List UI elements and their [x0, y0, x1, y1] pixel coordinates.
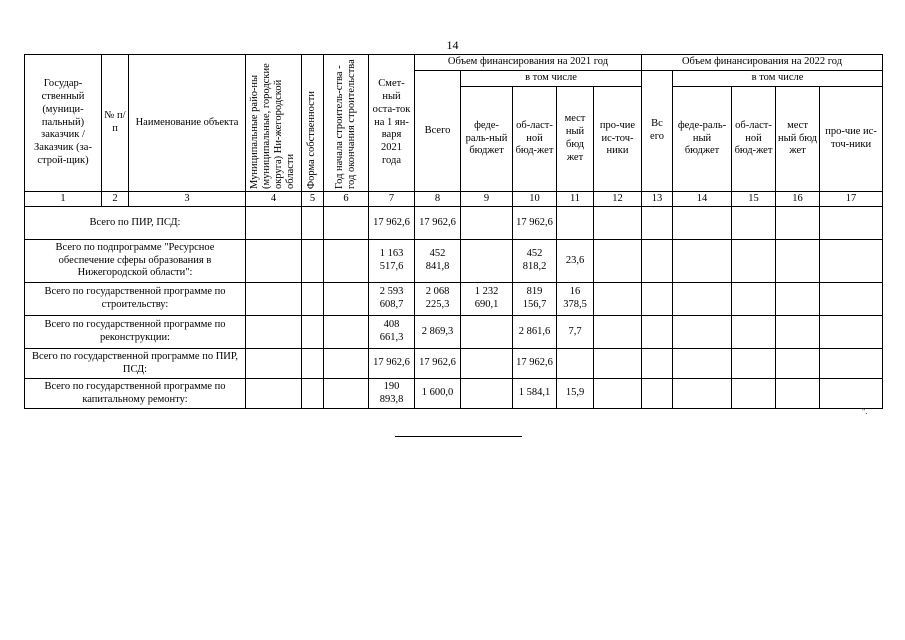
- cell-federal-2021: [461, 349, 513, 379]
- header-estimate: Смет-ный оста-ток на 1 ян-варя 2021 года: [369, 55, 415, 192]
- header-including-2021: в том числе: [461, 71, 642, 87]
- row-label: Всего по государственной программе по капитальному ремонту:: [25, 379, 246, 409]
- cell-regional-2021: 1 584,1: [513, 379, 557, 409]
- cell-federal-2021: [461, 240, 513, 283]
- column-number: 3: [129, 192, 246, 207]
- header-customer: Государ-ственный (муници-пальный) заказчик / Заказчик (за-строй-щик): [25, 55, 102, 192]
- cell-local-2021: 16 378,5: [557, 283, 594, 316]
- header-ownership: [302, 55, 324, 192]
- header-ownership-text: Форма собственности: [306, 90, 318, 189]
- header-local-2022: мест ный бюд жет: [776, 87, 820, 192]
- cell-local-2021: [557, 349, 594, 379]
- cell-total-2021: 17 962,6: [415, 349, 461, 379]
- column-numbers-row: [25, 192, 883, 207]
- cell-total-2021: 2 068 225,3: [415, 283, 461, 316]
- cell-estimate: 190 893,8: [369, 379, 415, 409]
- financing-table: [24, 54, 883, 409]
- cell-estimate: 17 962,6: [369, 349, 415, 379]
- header-num: № п/п: [102, 55, 129, 192]
- row-label: Всего по государственной программе по строительству:: [25, 283, 246, 316]
- header-regional-2021: об-ласт-ной бюд-жет: [513, 87, 557, 192]
- column-number: 12: [594, 192, 642, 207]
- cell-estimate: 17 962,6: [369, 207, 415, 240]
- cell-federal-2021: 1 232 690,1: [461, 283, 513, 316]
- header-municipal-text: Муниципальные райо-ны (муниципальные, городские округа) Ни-жегородской области: [249, 63, 297, 189]
- closing-quote-mark: ".: [862, 407, 868, 416]
- column-number: 8: [415, 192, 461, 207]
- header-name: Наименование объекта: [129, 55, 246, 192]
- column-number: 10: [513, 192, 557, 207]
- column-number: 15: [732, 192, 776, 207]
- cell-regional-2021: 2 861,6: [513, 316, 557, 349]
- header-other-2021: про-чие ис-точ-ники: [594, 87, 642, 192]
- row-label: Всего по государственной программе по реконструкции:: [25, 316, 246, 349]
- cell-regional-2021: 17 962,6: [513, 349, 557, 379]
- column-number: 6: [324, 192, 369, 207]
- cell-estimate: 408 661,3: [369, 316, 415, 349]
- header-years: [324, 55, 369, 192]
- table-row: [25, 349, 883, 379]
- table-row: [25, 283, 883, 316]
- column-number: 11: [557, 192, 594, 207]
- cell-local-2021: 7,7: [557, 316, 594, 349]
- cell-federal-2021: [461, 207, 513, 240]
- table-row: [25, 379, 883, 409]
- column-number: 13: [642, 192, 673, 207]
- table-row: [25, 207, 883, 240]
- header-including-2022: в том числе: [673, 71, 883, 87]
- column-number: 17: [820, 192, 883, 207]
- header-local-2021: мест ный бюд жет: [557, 87, 594, 192]
- column-number: 2: [102, 192, 129, 207]
- column-number: 1: [25, 192, 102, 207]
- header-federal-2022: феде-раль-ный бюджет: [673, 87, 732, 192]
- column-number: 5: [302, 192, 324, 207]
- cell-estimate: 2 593 608,7: [369, 283, 415, 316]
- column-number: 7: [369, 192, 415, 207]
- header-years-text: Год начала строитель-ства - год окончания строительства: [333, 59, 357, 189]
- header-total-2022: Вс его: [642, 71, 673, 192]
- table-row: [25, 316, 883, 349]
- column-number: 9: [461, 192, 513, 207]
- header-municipal: [246, 55, 302, 192]
- header-regional-2022: об-ласт-ной бюд-жет: [732, 87, 776, 192]
- cell-local-2021: [557, 207, 594, 240]
- cell-local-2021: 23,6: [557, 240, 594, 283]
- page-number: 14: [446, 38, 459, 52]
- header-total-2021: Всего: [415, 71, 461, 192]
- row-label: Всего по подпрограмме "Ресурсное обеспечение сферы образования в Нижегородской области":: [25, 240, 246, 283]
- row-label: Всего по ПИР, ПСД:: [25, 207, 246, 240]
- header-fin-2021: Объем финансирования на 2021 год: [415, 55, 642, 71]
- cell-regional-2021: 452 818,2: [513, 240, 557, 283]
- cell-total-2021: 452 841,8: [415, 240, 461, 283]
- cell-regional-2021: 17 962,6: [513, 207, 557, 240]
- cell-regional-2021: 819 156,7: [513, 283, 557, 316]
- row-label: Всего по государственной программе по ПИР, ПСД:: [25, 349, 246, 379]
- cell-federal-2021: [461, 316, 513, 349]
- column-number: 4: [246, 192, 302, 207]
- header-federal-2021: феде-раль-ный бюджет: [461, 87, 513, 192]
- cell-estimate: 1 163 517,6: [369, 240, 415, 283]
- cell-total-2021: 17 962,6: [415, 207, 461, 240]
- header-fin-2022: Объем финансирования на 2022 год: [642, 55, 883, 71]
- table-row: [25, 240, 883, 283]
- cell-total-2021: 1 600,0: [415, 379, 461, 409]
- cell-local-2021: 15,9: [557, 379, 594, 409]
- header-other-2022: про-чие ис-точ-ники: [820, 87, 883, 192]
- closing-rule: [395, 436, 522, 437]
- cell-total-2021: 2 869,3: [415, 316, 461, 349]
- column-number: 16: [776, 192, 820, 207]
- column-number: 14: [673, 192, 732, 207]
- cell-federal-2021: [461, 379, 513, 409]
